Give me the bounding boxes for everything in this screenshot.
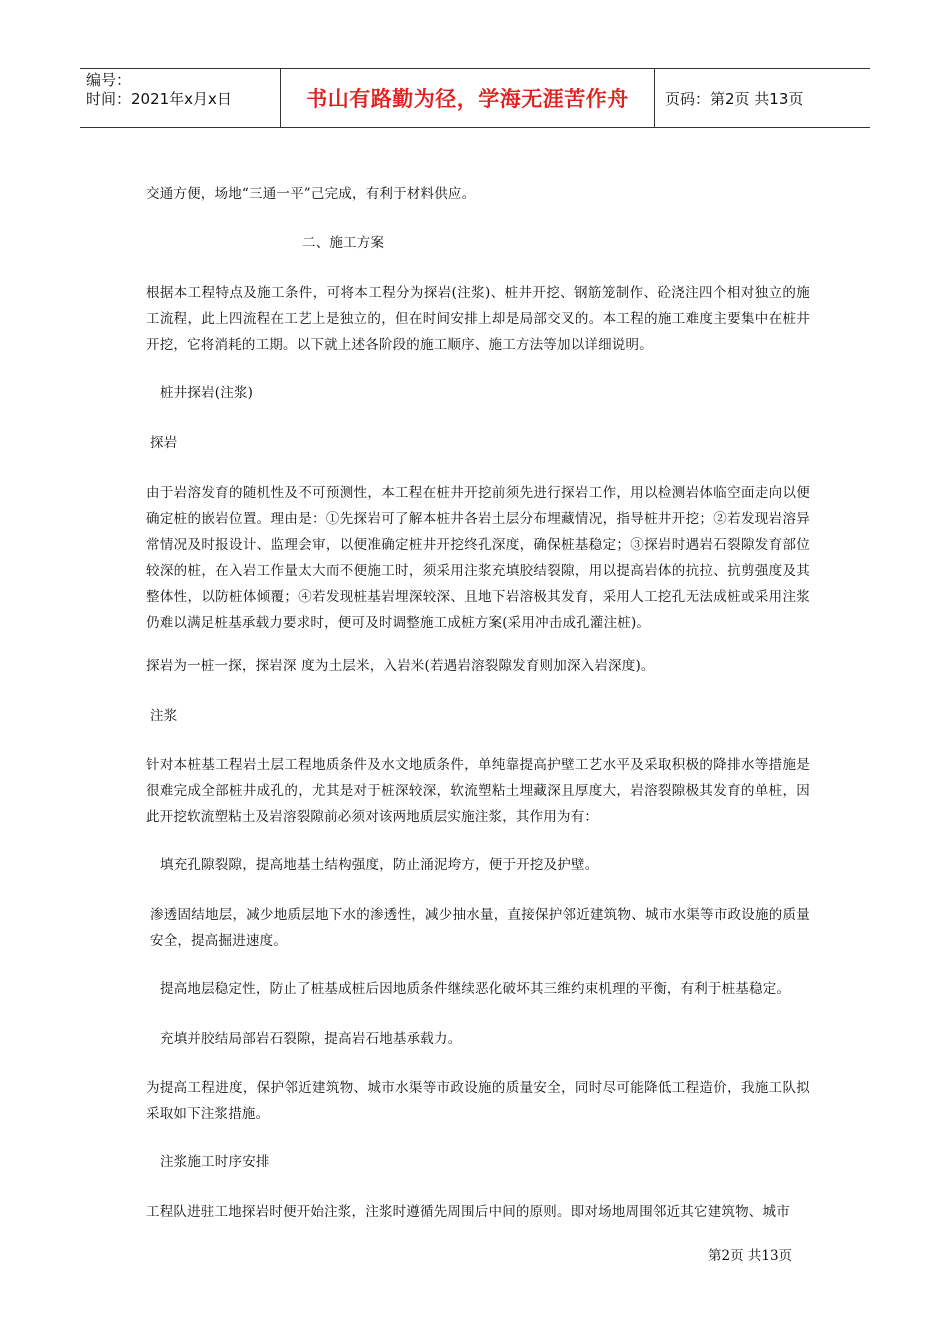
page-footer: 第2页 共13页	[708, 1248, 793, 1264]
list-item: 渗透固结地层，减少地质层地下水的渗透性，减少抽水量，直接保护邻近建筑物、城市水渠等市政设施的质量安全，提高掘进速度。	[150, 907, 810, 949]
paragraph: 由于岩溶发育的随机性及不可预测性，本工程在桩井开挖前须先进行探岩工作，用以检测岩体临空面走向以便确定桩的嵌岩位置。理由是：①先探岩可了解本桩井各岩土层分布埋藏情况，指导桩井开挖；②若发现岩溶异常情况及时报设计、监理会审，以便准确定桩井开挖终孔深度，确保桩基稳定；③探岩时遇岩石裂隙发育部位较深的桩，在入岩工作量太大而不便施工时，须采用注浆充填胶结裂隙，用以提高岩体的抗拉、抗剪强度及其整体性，以防桩体倾覆；④若发现桩基岩埋深较深、且地下岩溶极其发育，采用人工挖孔无法成桩或采用注浆仍难以满足桩基承载力要求时，便可及时调整施工成桩方案(采用冲击成孔灌注桩)。	[146, 485, 810, 631]
list-item: 提高地层稳定性，防止了桩基成桩后因地质条件继续恶化破坏其三维约束机理的平衡，有利于桩基稳定。	[160, 981, 791, 997]
paragraph: 根据本工程特点及施工条件，可将本工程分为探岩(注浆)、桩井开挖、钢筋笼制作、砼浇注四个相对独立的施工流程，此上四流程在工艺上是独立的，但在时间安排上却是局部交叉的。本工程的施工难度主要集中在桩井开挖，它将消耗的工期。以下就上述各阶段的施工顺序、施工方法等加以详细说明。	[146, 285, 810, 353]
subsection-heading: 注浆	[150, 708, 178, 724]
document-number: 编号：	[86, 71, 132, 89]
subsection-heading: 探岩	[150, 435, 178, 451]
document-date: 时间：2021年x月x日	[86, 90, 232, 108]
subsection-heading: 注浆施工时序安排	[160, 1154, 270, 1170]
paragraph: 交通方便，场地“三通一平”己完成，有利于材料供应。	[146, 186, 476, 202]
header-page-number: 页码：第2页 共13页	[665, 89, 804, 108]
header-info	[80, 69, 281, 127]
paragraph: 为提高工程进度，保护邻近建筑物、城市水渠等市政设施的质量安全，同时尽可能降低工程造价，我施工队拟采取如下注浆措施。	[146, 1080, 810, 1122]
header-motto: 书山有路勤为径，学海无涯苦作舟	[281, 69, 655, 127]
paragraph: 探岩为一桩一探，探岩深 度为土层米，入岩米(若遇岩溶裂隙发育则加深入岩深度)。	[146, 658, 655, 674]
paragraph: 工程队进驻工地探岩时便开始注浆，注浆时遵循先周围后中间的原则。即对场地周围邻近其它建筑物、城市	[146, 1204, 790, 1220]
page-header	[80, 68, 870, 128]
section-heading: 二、施工方案	[302, 235, 385, 251]
paragraph: 针对本桩基工程岩土层工程地质条件及水文地质条件，单纯靠提高护壁工艺水平及采取积极的降排水等措施是很难完成全部桩井成孔的，尤其是对于桩深较深，软流塑粘土埋藏深且厚度大，岩溶裂隙极其发育的单桩，因此开挖软流塑粘土及岩溶裂隙前必须对该两地质层实施注浆，其作用为有：	[146, 757, 810, 825]
subsection-heading: 桩井探岩(注浆)	[160, 385, 254, 401]
list-item: 填充孔隙裂隙，提高地基土结构强度，防止涌泥垮方，便于开挖及护壁。	[160, 857, 599, 873]
list-item: 充填并胶结局部岩石裂隙，提高岩石地基承载力。	[160, 1031, 462, 1047]
